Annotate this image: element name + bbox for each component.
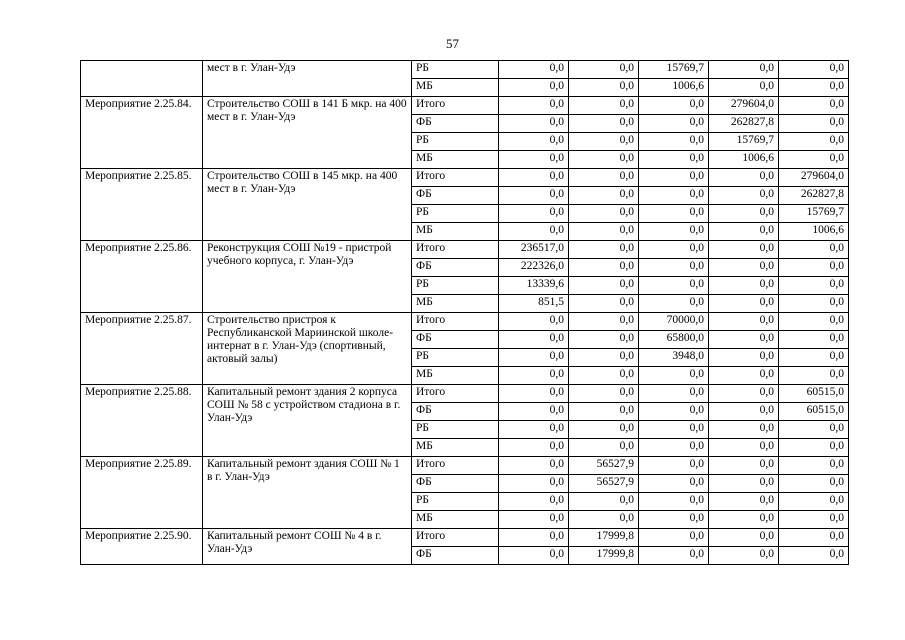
amount-cell: 0,0 [499, 475, 569, 493]
amount-cell: 0,0 [499, 367, 569, 385]
amount-cell: 236517,0 [499, 241, 569, 259]
amount-cell: 0,0 [779, 331, 849, 349]
funding-source-cell: Итого [412, 457, 499, 475]
amount-cell: 0,0 [569, 169, 639, 187]
amount-cell: 0,0 [639, 493, 709, 511]
amount-cell: 0,0 [709, 403, 779, 421]
amount-cell: 262827,8 [779, 187, 849, 205]
funding-source-cell: ФБ [412, 115, 499, 133]
amount-cell: 3948,0 [639, 349, 709, 367]
amount-cell: 0,0 [709, 529, 779, 547]
measure-name-cell: Капитальный ремонт здания СОШ № 1 в г. Улан-Удэ [203, 457, 412, 529]
funding-source-cell: ФБ [412, 547, 499, 565]
amount-cell: 0,0 [569, 349, 639, 367]
amount-cell: 0,0 [639, 241, 709, 259]
budget-table-body [81, 61, 849, 565]
amount-cell: 65800,0 [639, 331, 709, 349]
measure-name-cell: Строительство пристроя к Республиканской Мариинской школе-интернат в г. Улан-Удэ (спортивный, актовый залы) [203, 313, 412, 385]
amount-cell: 0,0 [499, 169, 569, 187]
amount-cell: 0,0 [639, 403, 709, 421]
amount-cell: 0,0 [569, 205, 639, 223]
amount-cell: 17999,8 [569, 547, 639, 565]
amount-cell: 0,0 [569, 259, 639, 277]
amount-cell: 0,0 [709, 385, 779, 403]
amount-cell: 0,0 [779, 439, 849, 457]
amount-cell: 0,0 [709, 439, 779, 457]
amount-cell: 0,0 [499, 421, 569, 439]
amount-cell: 0,0 [569, 151, 639, 169]
amount-cell: 0,0 [499, 115, 569, 133]
amount-cell: 0,0 [499, 439, 569, 457]
table-row [81, 169, 849, 187]
amount-cell: 0,0 [499, 313, 569, 331]
amount-cell: 0,0 [779, 295, 849, 313]
amount-cell: 0,0 [709, 547, 779, 565]
measure-id-cell: Мероприятие 2.25.85. [81, 169, 203, 241]
amount-cell: 0,0 [499, 457, 569, 475]
table-row [81, 241, 849, 259]
funding-source-cell: ФБ [412, 187, 499, 205]
amount-cell: 0,0 [499, 61, 569, 79]
amount-cell: 279604,0 [709, 97, 779, 115]
table-row [81, 61, 849, 79]
amount-cell: 0,0 [779, 367, 849, 385]
amount-cell: 0,0 [709, 277, 779, 295]
amount-cell: 0,0 [639, 421, 709, 439]
amount-cell: 0,0 [779, 151, 849, 169]
amount-cell: 0,0 [499, 511, 569, 529]
amount-cell: 0,0 [569, 439, 639, 457]
funding-source-cell: МБ [412, 511, 499, 529]
amount-cell: 0,0 [639, 115, 709, 133]
funding-source-cell: Итого [412, 313, 499, 331]
measure-name-cell: Реконструкция СОШ №19 - пристрой учебного корпуса, г. Улан-Удэ [203, 241, 412, 313]
amount-cell: 0,0 [779, 493, 849, 511]
amount-cell: 0,0 [779, 421, 849, 439]
amount-cell: 1006,6 [779, 223, 849, 241]
amount-cell: 0,0 [499, 385, 569, 403]
amount-cell: 0,0 [779, 241, 849, 259]
budget-table [80, 60, 849, 565]
amount-cell: 0,0 [639, 295, 709, 313]
amount-cell: 0,0 [709, 259, 779, 277]
amount-cell: 0,0 [709, 169, 779, 187]
amount-cell: 0,0 [569, 97, 639, 115]
amount-cell: 0,0 [569, 313, 639, 331]
table-row [81, 97, 849, 115]
measure-id-cell: Мероприятие 2.25.90. [81, 529, 203, 565]
table-row [81, 313, 849, 331]
funding-source-cell: Итого [412, 241, 499, 259]
funding-source-cell: РБ [412, 133, 499, 151]
amount-cell: 0,0 [779, 277, 849, 295]
amount-cell: 0,0 [499, 223, 569, 241]
measure-name-cell: Капитальный ремонт здания 2 корпуса СОШ № 58 с устройством стадиона в г. Улан-Удэ [203, 385, 412, 457]
amount-cell: 0,0 [569, 295, 639, 313]
amount-cell: 0,0 [709, 79, 779, 97]
funding-source-cell: Итого [412, 385, 499, 403]
amount-cell: 0,0 [639, 259, 709, 277]
amount-cell: 0,0 [569, 421, 639, 439]
amount-cell: 0,0 [779, 547, 849, 565]
measure-name-cell: Капитальный ремонт СОШ № 4 в г. Улан-Удэ [203, 529, 412, 565]
amount-cell: 0,0 [499, 547, 569, 565]
funding-source-cell: РБ [412, 421, 499, 439]
amount-cell: 0,0 [569, 79, 639, 97]
amount-cell: 0,0 [569, 385, 639, 403]
amount-cell: 0,0 [779, 349, 849, 367]
amount-cell: 0,0 [569, 403, 639, 421]
amount-cell: 0,0 [639, 151, 709, 169]
amount-cell: 0,0 [569, 223, 639, 241]
amount-cell: 0,0 [779, 511, 849, 529]
amount-cell: 0,0 [639, 133, 709, 151]
measure-id-cell [81, 61, 203, 97]
amount-cell: 0,0 [639, 547, 709, 565]
amount-cell: 0,0 [499, 187, 569, 205]
amount-cell: 0,0 [569, 367, 639, 385]
amount-cell: 0,0 [709, 61, 779, 79]
amount-cell: 0,0 [569, 61, 639, 79]
amount-cell: 0,0 [709, 187, 779, 205]
amount-cell: 279604,0 [779, 169, 849, 187]
measure-id-cell: Мероприятие 2.25.89. [81, 457, 203, 529]
amount-cell: 13339,6 [499, 277, 569, 295]
measure-name-cell: Строительство СОШ в 145 мкр. на 400 мест в г. Улан-Удэ [203, 169, 412, 241]
amount-cell: 0,0 [709, 241, 779, 259]
amount-cell: 0,0 [779, 79, 849, 97]
amount-cell: 0,0 [569, 187, 639, 205]
amount-cell: 0,0 [709, 295, 779, 313]
amount-cell: 70000,0 [639, 313, 709, 331]
amount-cell: 0,0 [499, 79, 569, 97]
amount-cell: 15769,7 [639, 61, 709, 79]
amount-cell: 0,0 [779, 529, 849, 547]
amount-cell: 0,0 [709, 205, 779, 223]
amount-cell: 0,0 [499, 205, 569, 223]
amount-cell: 17999,8 [569, 529, 639, 547]
funding-source-cell: ФБ [412, 331, 499, 349]
amount-cell: 60515,0 [779, 385, 849, 403]
amount-cell: 60515,0 [779, 403, 849, 421]
amount-cell: 0,0 [709, 475, 779, 493]
amount-cell: 0,0 [639, 457, 709, 475]
amount-cell: 0,0 [569, 133, 639, 151]
amount-cell: 0,0 [639, 187, 709, 205]
measure-id-cell: Мероприятие 2.25.88. [81, 385, 203, 457]
funding-source-cell: РБ [412, 493, 499, 511]
amount-cell: 0,0 [499, 349, 569, 367]
amount-cell: 0,0 [499, 97, 569, 115]
measure-id-cell: Мероприятие 2.25.86. [81, 241, 203, 313]
amount-cell: 0,0 [709, 223, 779, 241]
amount-cell: 0,0 [709, 313, 779, 331]
measure-name-cell: Строительство СОШ в 141 Б мкр. на 400 мест в г. Улан-Удэ [203, 97, 412, 169]
amount-cell: 0,0 [569, 493, 639, 511]
amount-cell: 0,0 [779, 457, 849, 475]
funding-source-cell: МБ [412, 79, 499, 97]
amount-cell: 0,0 [639, 529, 709, 547]
funding-source-cell: РБ [412, 349, 499, 367]
amount-cell: 0,0 [709, 457, 779, 475]
amount-cell: 0,0 [569, 277, 639, 295]
funding-source-cell: МБ [412, 151, 499, 169]
amount-cell: 0,0 [499, 493, 569, 511]
amount-cell: 0,0 [639, 475, 709, 493]
funding-source-cell: ФБ [412, 403, 499, 421]
amount-cell: 0,0 [569, 115, 639, 133]
amount-cell: 0,0 [639, 223, 709, 241]
amount-cell: 0,0 [499, 151, 569, 169]
amount-cell: 0,0 [639, 169, 709, 187]
table-row [81, 457, 849, 475]
funding-source-cell: Итого [412, 97, 499, 115]
amount-cell: 0,0 [709, 421, 779, 439]
amount-cell: 0,0 [779, 133, 849, 151]
amount-cell: 262827,8 [709, 115, 779, 133]
amount-cell: 0,0 [779, 61, 849, 79]
funding-source-cell: ФБ [412, 259, 499, 277]
amount-cell: 0,0 [569, 331, 639, 349]
funding-source-cell: ФБ [412, 475, 499, 493]
amount-cell: 851,5 [499, 295, 569, 313]
amount-cell: 15769,7 [709, 133, 779, 151]
amount-cell: 0,0 [639, 367, 709, 385]
amount-cell: 0,0 [569, 241, 639, 259]
funding-source-cell: МБ [412, 367, 499, 385]
amount-cell: 0,0 [639, 511, 709, 529]
funding-source-cell: Итого [412, 529, 499, 547]
amount-cell: 0,0 [709, 511, 779, 529]
funding-source-cell: Итого [412, 169, 499, 187]
amount-cell: 0,0 [499, 403, 569, 421]
amount-cell: 0,0 [779, 115, 849, 133]
amount-cell: 0,0 [779, 97, 849, 115]
amount-cell: 0,0 [499, 133, 569, 151]
amount-cell: 0,0 [779, 259, 849, 277]
amount-cell: 0,0 [639, 97, 709, 115]
amount-cell: 0,0 [709, 367, 779, 385]
amount-cell: 0,0 [639, 385, 709, 403]
amount-cell: 0,0 [499, 331, 569, 349]
funding-source-cell: МБ [412, 223, 499, 241]
table-row [81, 385, 849, 403]
amount-cell: 0,0 [569, 511, 639, 529]
table-row [81, 529, 849, 547]
amount-cell: 1006,6 [639, 79, 709, 97]
page-number: 57 [446, 36, 459, 51]
amount-cell: 0,0 [779, 313, 849, 331]
amount-cell: 15769,7 [779, 205, 849, 223]
amount-cell: 0,0 [709, 493, 779, 511]
amount-cell: 56527,9 [569, 457, 639, 475]
amount-cell: 0,0 [709, 331, 779, 349]
amount-cell: 56527,9 [569, 475, 639, 493]
amount-cell: 0,0 [639, 205, 709, 223]
amount-cell: 0,0 [639, 439, 709, 457]
funding-source-cell: МБ [412, 295, 499, 313]
funding-source-cell: РБ [412, 205, 499, 223]
funding-source-cell: МБ [412, 439, 499, 457]
amount-cell: 0,0 [499, 529, 569, 547]
amount-cell: 222326,0 [499, 259, 569, 277]
amount-cell: 0,0 [779, 475, 849, 493]
measure-name-cell: мест в г. Улан-Удэ [203, 61, 412, 97]
measure-id-cell: Мероприятие 2.25.84. [81, 97, 203, 169]
funding-source-cell: РБ [412, 61, 499, 79]
measure-id-cell: Мероприятие 2.25.87. [81, 313, 203, 385]
amount-cell: 0,0 [709, 349, 779, 367]
funding-source-cell: РБ [412, 277, 499, 295]
amount-cell: 1006,6 [709, 151, 779, 169]
amount-cell: 0,0 [639, 277, 709, 295]
